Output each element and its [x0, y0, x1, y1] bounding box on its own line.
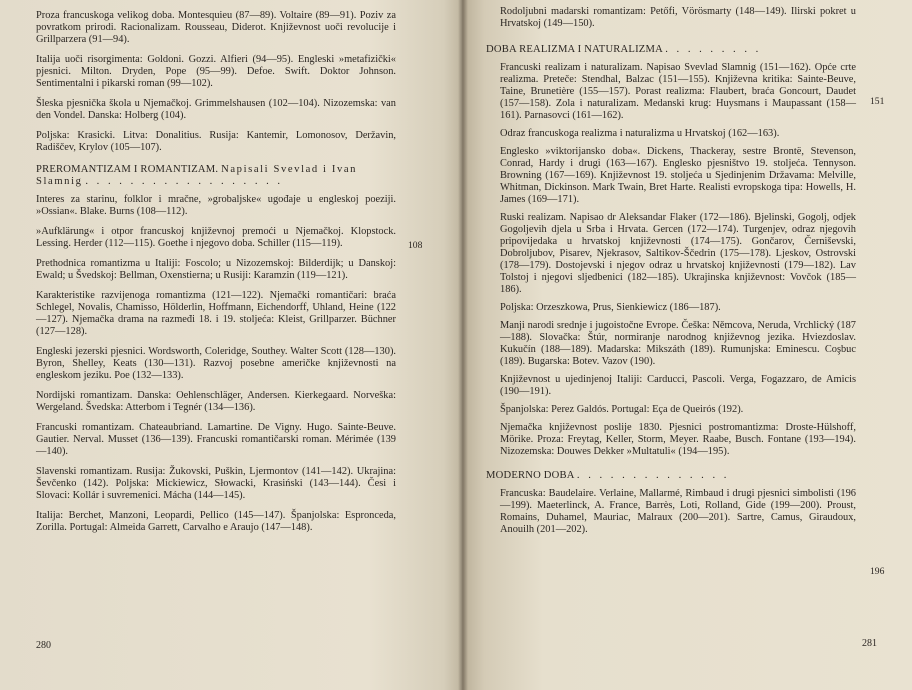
toc-entry: Poljska: Orzeszkowa, Prus, Sienkiewicz (186—187). [500, 302, 721, 313]
toc-entry: Rodoljubni madarski romantizam: Petőfi, Vörösmarty (148—149). Ilirski pokret u Hrvatskoj (149—150). [500, 6, 856, 29]
toc-entry: Nordijski romantizam. Danska: Oehlenschläger, Andersen. Kierkegaard. Norveška: Wergeland. Švedska: Atterbom i Tegnér (134—136). [36, 390, 396, 413]
toc-entry: Slavenski romantizam. Rusija: Žukovski, Puškin, Ljermontov (141—142). Ukrajina: Ševčenko (142). Poljska: Mickiewicz, Słowacki, Krasiński (143—144). Česi i Slovaci: Kollár i suvremenici. Mácha (144—145). [36, 466, 396, 501]
toc-entry: Interes za starinu, folklor i mračne, »grobaljske« ugođaje u engleskoj poeziji. »Ossian«. Blake. Burns (108—112). [36, 194, 396, 217]
toc-entry: Italija uoči risorgimenta: Goldoni. Gozzi. Alfieri (94—95). Engleski »metafizički« pjesnici. Milton. Dryden, Pope (95—99). Defoe. Swift. Doktor Johnson. Sentimentalni i pikarski roman (99—102). [36, 54, 396, 89]
toc-entry: Karakteristike razvijenoga romantizma (121—122). Njemački romantičari: braća Schlegel, Novalis, Chamisso, Hölderlin, Hoffmann, Eichendorff, Uhland, Heine (122—127). Njemačka drama na razmeđi 18. i 19. stoljeća: Kleist, Grillparzer. Büchner (127—128). [36, 290, 396, 337]
toc-entry: Francuska: Baudelaire. Verlaine, Mallarmé, Rimbaud i drugi pjesnici simbolisti (196—199). Maeterlinck, A. France, Barrès, Loti, Rolland, Gide (199—200). Proust, Romains, Duhamel, Mauriac, Malraux (200—201). Sartre, Camus, Giraudoux, Anouilh (201—202). [500, 488, 856, 535]
toc-entry: Engleski jezerski pjesnici. Wordsworth, Coleridge, Southey. Walter Scott (128—130). Byron, Shelley, Keats (130—131). Razvoj posebne američke književnosti na engleskom jeziku. Poe (132—133). [36, 346, 396, 381]
toc-entry: Proza francuskoga velikog doba. Montesquieu (87—89). Voltaire (89—91). Poziv za povratkom prirodi. Racionalizam. Rousseau, Diderot. Književnost uoči revolucije i Grillparzera (91—94). [36, 10, 396, 45]
section-heading-title: DOBA REALIZMA I NATURALIZMA [486, 44, 663, 55]
right-page [462, 0, 912, 690]
toc-entry: Francuski realizam i naturalizam. Napisao Svevlad Slamnig (151—162). Opće crte realizma. Preteče: Stendhal, Balzac (151—155). Književna kritika: Sainte-Beuve, Taine, Brunetière (155—157). Porast realizma: Flaubert, braća Goncourt, Daudet (157—158). Zola i naturalizam. Medanski krug: Huysmans i Maupassant (158—161). Parnasovci (161—162). [500, 62, 856, 121]
toc-entry: Španjolska: Perez Galdós. Portugal: Eça de Queirós (192). [500, 404, 744, 415]
left-page-content [36, 10, 396, 542]
section-heading-title: MODERNO DOBA [486, 470, 575, 481]
toc-entry: Francuski romantizam. Chateaubriand. Lamartine. De Vigny. Hugo. Sainte-Beuve. Gautier. Nerval. Musset (136—139). Francuski romantičarski roman. Mérimée (139—140). [36, 422, 396, 457]
toc-entry: Odraz francuskoga realizma i naturalizma u Hrvatskoj (162—163). [500, 128, 780, 139]
section-heading-dots: . . . . . . . . . . . . . . [576, 470, 730, 481]
section-heading-dots: . . . . . . . . . [665, 44, 762, 55]
toc-entry: Poljska: Krasicki. Litva: Donalitius. Rusija: Kantemir, Lomonosov, Deržavin, Radiščev, Krylov (105—107). [36, 130, 396, 153]
toc-entry: Književnost u ujedinjenoj Italiji: Carducci, Pascoli. Verga, Fogazzaro, de Amicis (190—191). [500, 374, 856, 397]
book-gutter [458, 0, 468, 690]
toc-entry: »Aufklärung« i otpor francuskoj književnoj premoći u Njemačkoj. Klopstock. Lessing. Herder (112—115). Goethe i njegovo doba. Schiller (115—119). [36, 226, 396, 249]
toc-entry: Šleska pjesnička škola u Njemačkoj. Grimmelshausen (102—104). Nizozemska: van den Vondel. Danska: Holberg (104). [36, 98, 396, 121]
toc-entry: Prethodnica romantizma u Italiji: Foscolo; u Nizozemskoj: Bilderdijk; u Danskoj: Ewald; u Švedskoj: Bellman, Oxenstierna; u Rusiji: Karamzin (119—121). [36, 258, 396, 281]
section-heading-authors: Napisali Svevlad i Ivan Slamnig [36, 164, 358, 187]
right-page-content [486, 6, 856, 542]
section-heading-realizam [486, 44, 856, 56]
page-number: 281 [862, 638, 877, 649]
section-heading-moderno [486, 470, 856, 482]
toc-entry: Ruski realizam. Napisao dr Aleksandar Flaker (172—186). Bjelinski, Gogolj, odjek Gogoljevih djela u Srba i Hrvata. Gercen (172—174). Turgenjev, odraz njegovih pripovijedaka u hrvatskoj književnosti (174—175). Gončarov, Černiševski, Dobroljubov, Pisarev, Njekrasov, Saltikov-Ščedrin (175—178). Ljeskov, Ostrovski (178—179). Dostojevski i njegov odraz u hrvatskoj književnosti (179—182). Lav Tolstoj i njegovi sljedbenici (182—185). Ukrajinska književnost: Vovčok (185—186). [500, 212, 856, 295]
section-heading-title: PREROMANTIZAM I ROMANTIZAM. [36, 164, 219, 175]
page-number: 280 [36, 640, 51, 651]
toc-entry: Manji narodi srednje i jugoistočne Evrope. Češka: Němcova, Neruda, Vrchlický (187—188). Slovačka: Štúr, normiranje narodnog književnog jezika. Hviezdoslav. Kukučín (188—189). Madarska: Mikszáth (189). Rumunjska: Eminescu. Coşbuc (189). Bugarska: Botev. Vazov (190). [500, 320, 856, 367]
toc-entry: Italija: Berchet, Manzoni, Leopardi, Pellico (145—147). Španjolska: Espronceda, Zorilla. Portugal: Almeida Garrett, Carvalho e Araujo (147—148). [36, 510, 396, 533]
section-heading-dots: . . . . . . . . . . . . . . . . . . [85, 176, 284, 187]
toc-entry: Englesko »viktorijansko doba«. Dickens, Thackeray, sestre Brontë, Stevenson, Conrad, Hardy i drugi (163—167). Englesko pjesništvo 19. stoljeća. Tennyson. Browning (167—169). Književnost 19. stoljeća u Sjedinjenim Državama: Melville, Whitman, Dickinson. Mark Twain, Bret Harte. Realisti evropskoga tipa: Howells, H. James (169—171). [500, 146, 856, 205]
section-page-ref: 196 [870, 566, 885, 577]
section-page-ref: 108 [408, 240, 423, 251]
section-heading-preromantizam [36, 164, 396, 188]
toc-entry: Njemačka književnost poslije 1830. Pjesnici postromantizma: Droste-Hülshoff, Mörike. Proza: Freytag, Keller, Storm, Meyer. Raabe, Busch. Fontane (193—194). Nizozemska: Douwes Dekker »Multatuli« (194—195). [500, 422, 856, 457]
section-page-ref: 151 [870, 96, 885, 107]
